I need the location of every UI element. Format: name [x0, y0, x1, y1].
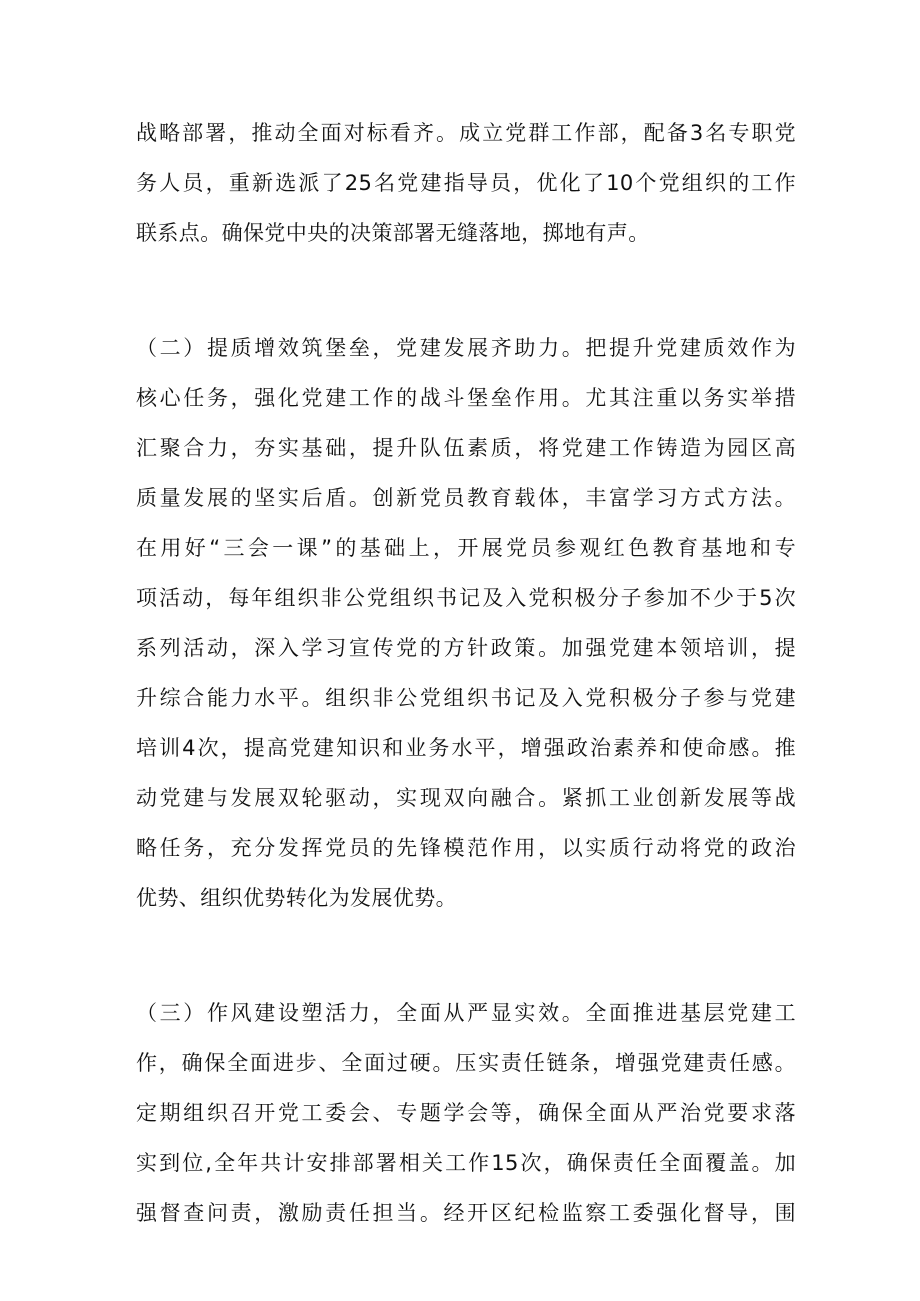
paragraph-3-line-2: 作，确保全面进步、全面过硬。压实责任链条，增强党建责任感。 — [136, 1051, 796, 1075]
paragraph-2-line-2: 核心任务，强化党建工作的战斗堡垒作用。尤其注重以务实举措 — [136, 386, 796, 410]
paragraph-2-line-9: 培训4次，提高党建知识和业务水平，增强政治素养和使命感。推 — [136, 736, 796, 760]
paragraph-2-line-6: 项活动，每年组织非公党组织书记及入党积极分子参加不少于5次 — [136, 586, 796, 610]
paragraph-2-line-3: 汇聚合力，夯实基础，提升队伍素质，将党建工作铸造为园区高 — [136, 436, 796, 460]
paragraph-3-line-4: 实到位,全年共计安排部署相关工作15次，确保责任全面覆盖。加 — [136, 1151, 796, 1175]
paragraph-1-line-2: 务人员，重新选派了25名党建指导员，优化了10个党组织的工作 — [136, 171, 796, 195]
paragraph-2-line-5: 在用好“三会一课”的基础上，开展党员参观红色教育基地和专 — [136, 536, 796, 560]
paragraph-2-line-12: 优势、组织优势转化为发展优势。 — [136, 886, 457, 910]
paragraph-2-line-11: 略任务，充分发挥党员的先锋模范作用，以实质行动将党的政治 — [136, 836, 796, 860]
paragraph-3-line-5: 强督查问责，激励责任担当。经开区纪检监察工委强化督导，围 — [136, 1201, 796, 1225]
paragraph-1-line-1: 战略部署，推动全面对标看齐。成立党群工作部，配备3名专职党 — [136, 121, 796, 145]
paragraph-2-line-4: 质量发展的坚实后盾。创新党员教育载体，丰富学习方式方法。 — [136, 486, 796, 510]
paragraph-1-line-3: 联系点。确保党中央的决策部署无缝落地，掷地有声。 — [136, 221, 650, 245]
paragraph-2-line-8: 升综合能力水平。组织非公党组织书记及入党积极分子参与党建 — [136, 686, 796, 710]
paragraph-3-line-1: （三）作风建设塑活力，全面从严显实效。全面推进基层党建工 — [136, 1001, 796, 1025]
paragraph-2-line-1: （二）提质增效筑堡垒，党建发展齐助力。把提升党建质效作为 — [136, 336, 796, 360]
paragraph-2-line-7: 系列活动，深入学习宣传党的方针政策。加强党建本领培训，提 — [136, 636, 796, 660]
paragraph-2-line-10: 动党建与发展双轮驱动，实现双向融合。紧抓工业创新发展等战 — [136, 786, 796, 810]
paragraph-3-line-3: 定期组织召开党工委会、专题学会等，确保全面从严治党要求落 — [136, 1101, 796, 1125]
